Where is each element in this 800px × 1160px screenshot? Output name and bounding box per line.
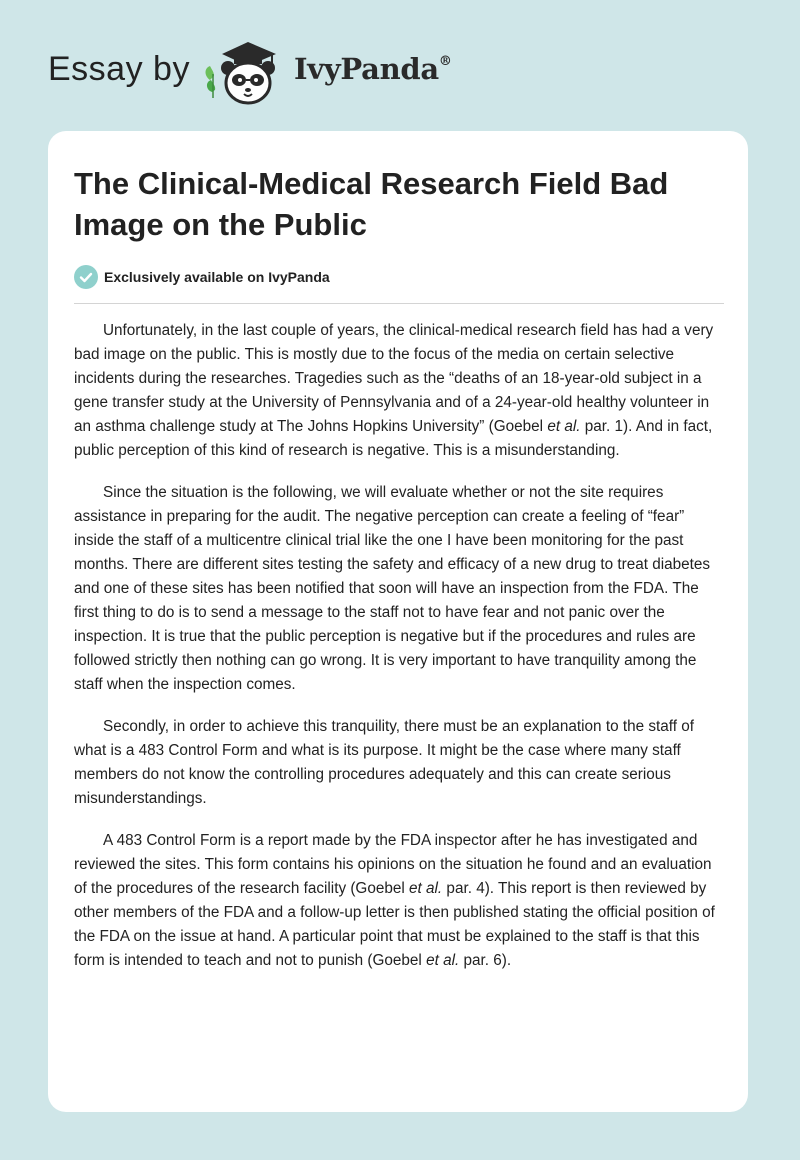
essay-paragraph bbox=[74, 319, 724, 463]
essay-card bbox=[48, 131, 748, 1112]
essay-paragraph bbox=[74, 481, 724, 697]
essay-by-label: Essay by bbox=[48, 50, 190, 88]
essay-paragraph bbox=[74, 715, 724, 811]
essay-body bbox=[74, 319, 724, 991]
paragraph-text: Since the situation is the following, we will evaluate whether or not the site requires assistance in preparing for the audit. The negative perception can create a feeling of “fear” inside the staff of a multicentre clinical trial like the one I have been monitoring for the past months. There are different sites testing the safety and efficacy of a new drug to treat diabetes and one of these sites has been notified that soon will have an inspection from the FDA. The first thing to do is to send a message to the staff not to have fear and not panic over the inspection. It is true that the public perception is negative but if the procedures and rules are followed strictly then nothing can go wrong. It is very important to have tranquility among the staff when the inspection comes. bbox=[74, 484, 711, 693]
paragraph-text: A 483 Control Form is a report made by the FDA inspector after he has investigated and reviewed the sites. This form contains his opinions on the situation he found and an evaluation of the procedures of the research facility (Goebel bbox=[74, 832, 712, 897]
panda-logo-icon[interactable] bbox=[200, 36, 292, 108]
paragraph-text: par. 1). And in fact, public perception of this kind of research is negative. This is a misunderstanding. bbox=[74, 418, 713, 459]
check-icon bbox=[74, 265, 98, 289]
paragraph-text: Secondly, in order to achieve this tranquility, there must be an explanation to the staff of what is a 483 Control Form and what is its purpose. It might be the case where many staff members do not know the controlling procedures adequately and this can create serious misunderstandings. bbox=[74, 718, 694, 807]
brand-text: IvyPanda bbox=[294, 52, 439, 86]
italic-citation: et al. bbox=[409, 880, 443, 897]
italic-citation: et al. bbox=[426, 952, 460, 969]
essay-paragraph bbox=[74, 829, 724, 973]
paragraph-text: par. 6). bbox=[459, 952, 512, 969]
brand-name[interactable] bbox=[294, 52, 452, 86]
exclusive-badge bbox=[74, 264, 330, 290]
paragraph-text: Unfortunately, in the last couple of years, the clinical-medical research field has had a very bad image on the public. This is mostly due to the focus of the media on certain selective incidents during the researches. Tragedies such as the “deaths of an 18-year-old subject in a gene transfer study at the University of Pennsylvania and of a 24-year-old healthy volunteer in an asthma challenge study at The Johns Hopkins University” (Goebel bbox=[74, 322, 714, 435]
page-title: The Clinical-Medical Research Field Bad Image on the Public bbox=[74, 166, 669, 242]
paragraph-text: par. 4). This report is then reviewed by other members of the FDA and a follow-up letter is then published stating the official position of the FDA on the issue at hand. A particular point that must be explained to the staff is that this form is intended to teach and not to punish (Goebel bbox=[74, 880, 715, 969]
site-header bbox=[0, 0, 800, 130]
exclusive-badge-text: Exclusively available on IvyPanda bbox=[104, 269, 330, 285]
registered-mark: ® bbox=[438, 54, 452, 69]
divider bbox=[74, 303, 724, 304]
italic-citation: et al. bbox=[547, 418, 581, 435]
